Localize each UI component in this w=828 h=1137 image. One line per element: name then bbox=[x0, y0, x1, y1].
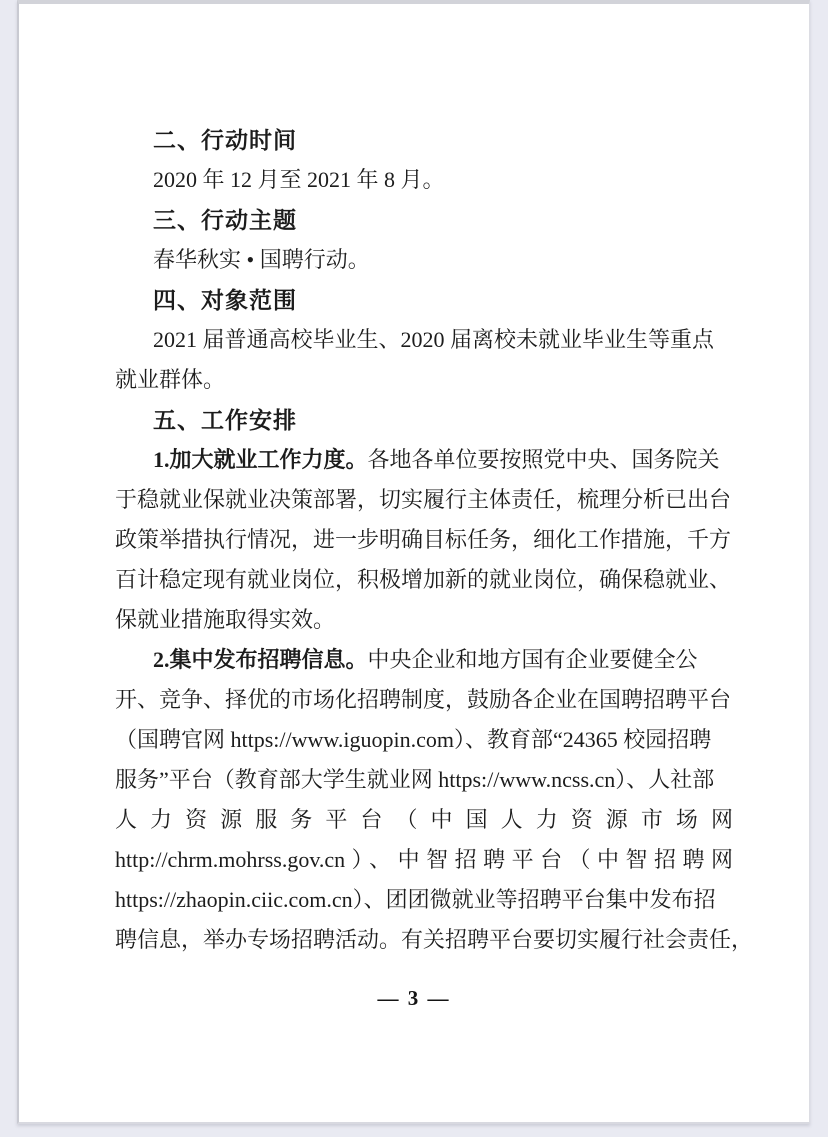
text-line bbox=[115, 920, 754, 960]
text-run: 政策举措执行情况，进一步明确目标任务，细化工作措施，千方 bbox=[115, 527, 732, 552]
document-page bbox=[17, 0, 810, 1124]
section-heading bbox=[115, 400, 733, 440]
text-run: 服务”平台（教育部大学生就业网 https://www.ncss.cn）、人社部 bbox=[115, 767, 715, 792]
text-line bbox=[115, 880, 733, 920]
text-line bbox=[115, 640, 733, 680]
text-run: 2020 年 12 月至 2021 年 8 月。 bbox=[153, 167, 445, 192]
paragraph-lead: 五、工作安排 bbox=[153, 407, 297, 433]
paragraph-lead: 二、行动时间 bbox=[153, 127, 297, 153]
text-run: https://zhaopin.ciic.com.cn）、团团微就业等招聘平台集中发布招 bbox=[115, 887, 716, 912]
paragraph-lead: 四、对象范围 bbox=[153, 287, 297, 313]
text-run: 保就业措施取得实效。 bbox=[115, 607, 336, 632]
text-run: 人力资源服务平台（中国人力资源市场网 bbox=[115, 807, 733, 832]
text-line bbox=[115, 600, 733, 640]
section-heading bbox=[115, 280, 733, 320]
text-line bbox=[115, 720, 733, 760]
text-line bbox=[115, 760, 733, 800]
text-line bbox=[115, 800, 733, 840]
text-line bbox=[115, 480, 733, 520]
text-line bbox=[115, 160, 733, 200]
document-body bbox=[115, 120, 754, 960]
page-number: — 3 — bbox=[377, 986, 451, 1010]
text-line bbox=[115, 840, 733, 880]
text-line bbox=[115, 240, 733, 280]
section-heading bbox=[115, 200, 733, 240]
text-run: 2021 届普通高校毕业生、2020 届离校未就业毕业生等重点 bbox=[153, 327, 715, 352]
text-run: 各地各单位要按照党中央、国务院关 bbox=[367, 447, 720, 472]
text-line bbox=[115, 560, 733, 600]
paragraph-lead: 2.集中发布招聘信息。 bbox=[153, 647, 368, 672]
paragraph-lead: 1.加大就业工作力度。 bbox=[153, 447, 368, 472]
text-run: （国聘官网 https://www.iguopin.com）、教育部“24365 校园招聘 bbox=[115, 727, 712, 752]
text-line bbox=[115, 320, 733, 360]
text-run: 聘信息，举办专场招聘活动。有关招聘平台要切实履行社会责任， bbox=[115, 927, 754, 952]
text-line bbox=[115, 520, 733, 560]
text-run: 于稳就业保就业决策部署，切实履行主体责任，梳理分析已出台 bbox=[115, 487, 732, 512]
text-run: 开、竞争、择优的市场化招聘制度，鼓励各企业在国聘招聘平台 bbox=[115, 687, 732, 712]
section-heading bbox=[115, 120, 733, 160]
text-run: 百计稳定现有就业岗位，积极增加新的就业岗位，确保稳就业、 bbox=[115, 567, 732, 592]
paragraph-lead: 三、行动主题 bbox=[153, 207, 297, 233]
text-run: http://chrm.mohrss.gov.cn）、中智招聘平台（中智招聘网 bbox=[115, 847, 733, 872]
text-line bbox=[115, 360, 733, 400]
text-run: 中央企业和地方国有企业要健全公 bbox=[367, 647, 698, 672]
text-run: 就业群体。 bbox=[115, 367, 226, 392]
text-run: 春华秋实 • 国聘行动。 bbox=[153, 247, 370, 272]
text-line bbox=[115, 680, 733, 720]
text-line bbox=[115, 440, 733, 480]
